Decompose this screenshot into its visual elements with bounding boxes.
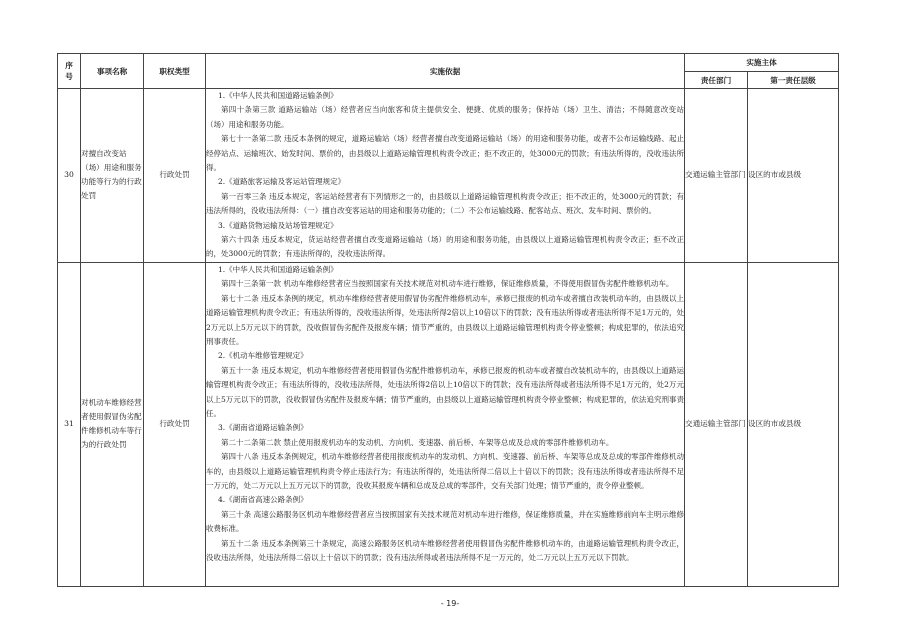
basis-text: [206, 263, 684, 566]
basis-law-title: 1.《中华人民共和国道路运输条例》: [218, 264, 338, 274]
header-dept: 责任部门: [685, 72, 748, 89]
basis-article: 第五十二条 违反本条例第三十条规定，高速公路服务区机动车维修经营者使用假冒伪劣配件维修机动车的，由道路运输管理机构责令改正，没收违法所得，处违法所得二倍以上十倍以下的罚款；没有违法所得或者违法所得不足一万元的，处二万元以上五万元以下罚款。: [206, 538, 684, 562]
table-row: [58, 89, 839, 263]
basis-law-title: 2.《机动车维修管理规定》: [218, 351, 308, 361]
basis-article: 第四十八条 违反本条例规定，机动车维修经营者使用报废机动车的发动机、方向机、变速器、前后桥、车架等总成及总成的零部件维修机动车的，由县级以上道路运输管理机构责令停止违法行为；有违法所得的，处违法所得二倍以上十倍以下的罚款；没有违法所得或者违法所得不足一万元的，处二万元以上五万元以下的罚款，没收其报废车辆和总成及总成的零部件，交有关部门处理；情节严重的，责令停业整顿。: [206, 452, 684, 490]
basis-article: 第二十二条第二款 禁止使用报废机动车的发动机、方向机、变速器、前后桥、车架等总成及总成的零部件维修机动车。: [221, 437, 614, 447]
row-basis: [206, 89, 685, 263]
row-dept: 交通运输主管部门: [685, 89, 748, 263]
header-basis: 实施依据: [206, 54, 685, 89]
basis-article: 第四十三条第一款 机动车维修经营者应当按照国家有关技术规范对机动车进行维修，保证维修质量，不得使用假冒伪劣配件维修机动车。: [221, 279, 674, 289]
basis-law-title: 1.《中华人民共和国道路运输条例》: [218, 91, 338, 100]
row-name: 对擅自改变站（场）用途和服务功能等行为的行政处罚: [81, 89, 144, 263]
header-subject: 实施主体: [685, 54, 839, 72]
basis-article: 第一百零三条 违反本规定，客运站经营者有下列情形之一的，由县级以上道路运输管理机构责令改正；拒不改正的，处3000元的罚款；有违法所得的，没收违法所得：（一）擅自改变客运站的用途和服务功能的；（二）不公布运输线路、配客站点、班次、发车时间、票价的。: [206, 191, 684, 216]
row-type: 行政处罚: [144, 262, 206, 586]
row-dept: 交通运输主管部门: [685, 262, 748, 586]
row-level: 设区的市或县级: [748, 89, 839, 263]
basis-article: 第七十一条第二款 违反本条例的规定，道路运输站（场）经营者擅自改变道路运输站（场）的用途和服务功能，或者不公布运输线路、起止经停站点、运输班次、始发时间、票价的，由县级以上道路运输管理机构责令改正；拒不改正的，处3000元的罚款；有违法所得的，没收违法所得。: [206, 134, 684, 173]
basis-article: 第四十条第三款 道路运输站（场）经营者应当向旅客和货主提供安全、便捷、优质的服务；保持站（场）卫生、清洁；不得随意改变站（场）用途和服务功能。: [206, 105, 684, 129]
row-name: 对机动车维修经营者使用假冒伪劣配件维修机动车等行为的行政处罚: [81, 262, 144, 586]
basis-law-title: 3.《湖南省道路运输条例》: [218, 423, 308, 433]
basis-text: [206, 89, 684, 262]
header-type: 职权类型: [144, 54, 206, 89]
basis-article: 第五十一条 违反本规定，机动车维修经营者使用假冒伪劣配件维修机动车，承修已报废的机动车或者擅自改装机动车的，由县级以上道路运输管理机构责令改正；有违法所得的，没收违法所得，处违法所得2倍以上10倍以下的罚款；没有违法所得或者违法所得不足1万元的，处2万元以上5万元以下的罚款，没收假冒伪劣配件及报废车辆；情节严重的，由县级以上道路运输管理机构责令停业整顿；构成犯罪的，依法追究刑事责任。: [206, 365, 684, 418]
basis-article: 第六十四条 违反本规定，货运站经营者擅自改变道路运输站（场）的用途和服务功能，由县级以上道路运输管理机构责令改正；拒不改正的，处3000元的罚款；有违法所得的，没收违法所得。: [206, 235, 684, 259]
row-seq: 31: [58, 262, 81, 586]
basis-article: 第七十二条 违反本条例的规定，机动车维修经营者使用假冒伪劣配件维修机动车，承修已报废的机动车或者擅自改装机动车的，由县级以上道路运输管理机构责令改正；有违法所得的，没收违法所得，处违法所得2倍以上10倍以下的罚款；没有违法所得或者违法所得不足1万元的，处2万元以上5万元以下的罚款，没收假冒伪劣配件及报废车辆；情节严重的，由县级以上道路运输管理机构责令停业整顿；构成犯罪的，依法追究刑事责任。: [206, 293, 684, 346]
header-level: 第一责任层级: [748, 72, 839, 89]
row-type: 行政处罚: [144, 89, 206, 263]
basis-law-title: 4.《湖南省高速公路条例》: [218, 495, 308, 505]
enforcement-table: [57, 53, 839, 587]
header-name: 事项名称: [81, 54, 144, 89]
basis-law-title: 2.《道路旅客运输及客运站管理规定》: [218, 177, 346, 187]
header-seq: 序号: [58, 54, 81, 89]
basis-article: 第三十条 高速公路服务区机动车维修经营者应当按照国家有关技术规范对机动车进行维修，保证维修质量，并在实施维修前向车主明示维修收费标准。: [206, 509, 684, 534]
row-level: 设区的市或县级: [748, 262, 839, 586]
row-basis: [206, 262, 685, 586]
basis-law-title: 3.《道路货物运输及站场管理规定》: [218, 220, 338, 230]
page-number: - 19-: [440, 599, 460, 608]
table-row: [58, 262, 839, 586]
row-seq: 30: [58, 89, 81, 263]
